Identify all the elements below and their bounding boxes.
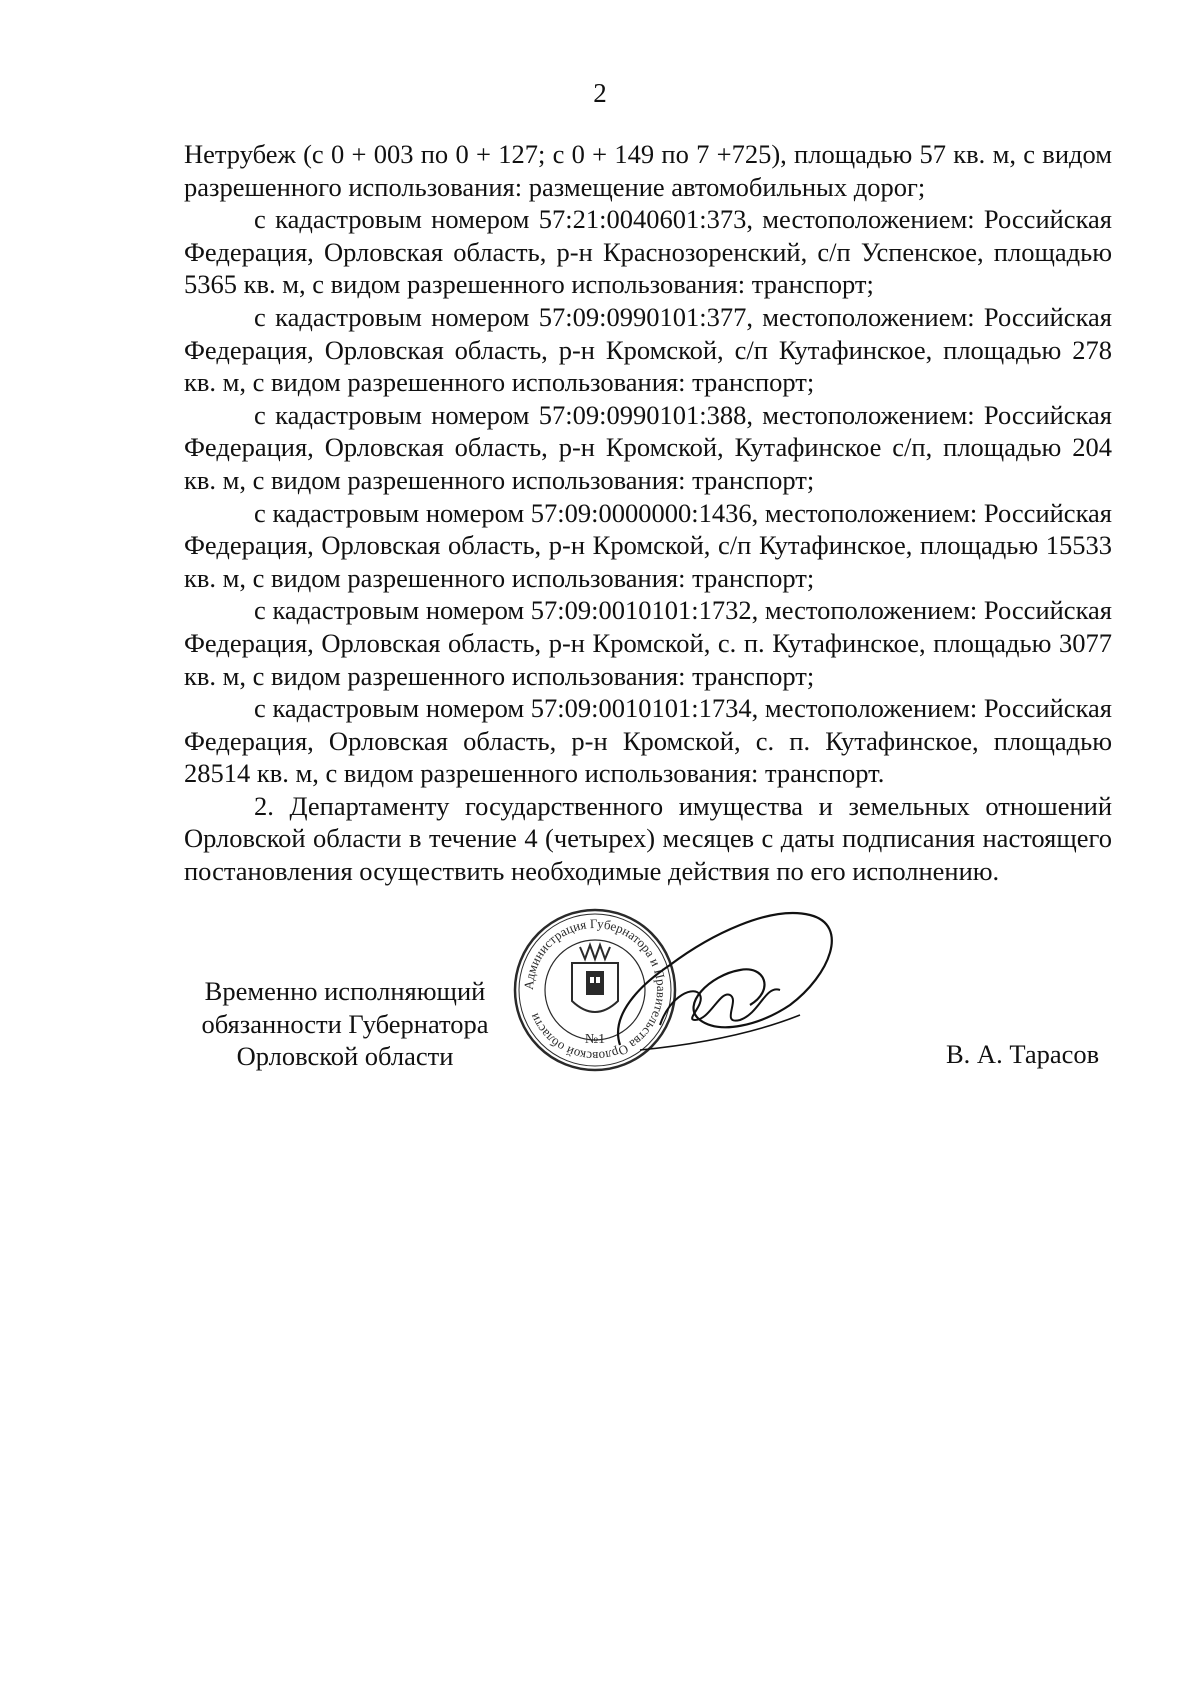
paragraph-continuation: Нетрубеж (с 0 + 003 по 0 + 127; с 0 + 149 по 7 +725), площадью 57 кв. м, с видом разрешенного использования: размещение автомобильных дорог; xyxy=(184,139,1112,202)
paragraph-parcel-1732: с кадастровым номером 57:09:0010101:1732, местоположением: Российская Федерация, Орловская область, р-н Кромской, с. п. Кутафинское, площадью 3077 кв. м, с видом разрешенного использования: транспорт; xyxy=(184,595,1112,691)
signatory-title-line: Орловской области xyxy=(236,1041,454,1072)
paragraph-point-2: 2. Департаменту государственного имущества и земельных отношений Орловской области в течение 4 (четырех) месяцев с даты подписания настоящего постановления осуществить необходимые действия по его исполнению. xyxy=(184,790,1112,887)
signatory-name: В. А. Тарасов xyxy=(946,1039,1100,1069)
seal-number: №1 xyxy=(584,1032,606,1047)
page-number: 2 xyxy=(593,78,607,108)
paragraph-parcel-373: с кадастровым номером 57:21:0040601:373, местоположением: Российская Федерация, Орловская область, р-н Краснозоренский, с/п Успенское, площадью 5365 кв. м, с видом разрешенного использования: транспорт; xyxy=(184,204,1112,300)
signatory-title xyxy=(190,975,500,1073)
paragraph-parcel-377: с кадастровым номером 57:09:0990101:377, местоположением: Российская Федерация, Орловская область, р-н Кромской, с/п Кутафинское, площадью 278 кв. м, с видом разрешенного использования: транспорт; xyxy=(184,301,1112,398)
handwritten-signature xyxy=(600,895,860,1065)
paragraph-parcel-1436: с кадастровым номером 57:09:0000000:1436, местоположением: Российская Федерация, Орловская область, р-н Кромской, с/п Кутафинское, площадью 15533 кв. м, с видом разрешенного использования: транспорт; xyxy=(184,497,1112,593)
signatory-title-line: обязанности Губернатора xyxy=(201,1008,489,1039)
document-body xyxy=(184,138,1112,888)
paragraph-parcel-388: с кадастровым номером 57:09:0990101:388, местоположением: Российская Федерация, Орловская область, р-н Кромской, Кутафинское с/п, площадью 204 кв. м, с видом разрешенного использования: транспорт; xyxy=(184,399,1112,495)
paragraph-parcel-1734: с кадастровым номером 57:09:0010101:1734, местоположением: Российская Федерация, Орловская область, р-н Кромской, с. п. Кутафинское, площадью 28514 кв. м, с видом разрешенного использования: транспорт. xyxy=(184,693,1112,789)
signatory-title-line: Временно исполняющий xyxy=(204,976,486,1006)
seal-ring-text: Администрация Губернатора и Правительства Орловской области xyxy=(520,915,670,1065)
